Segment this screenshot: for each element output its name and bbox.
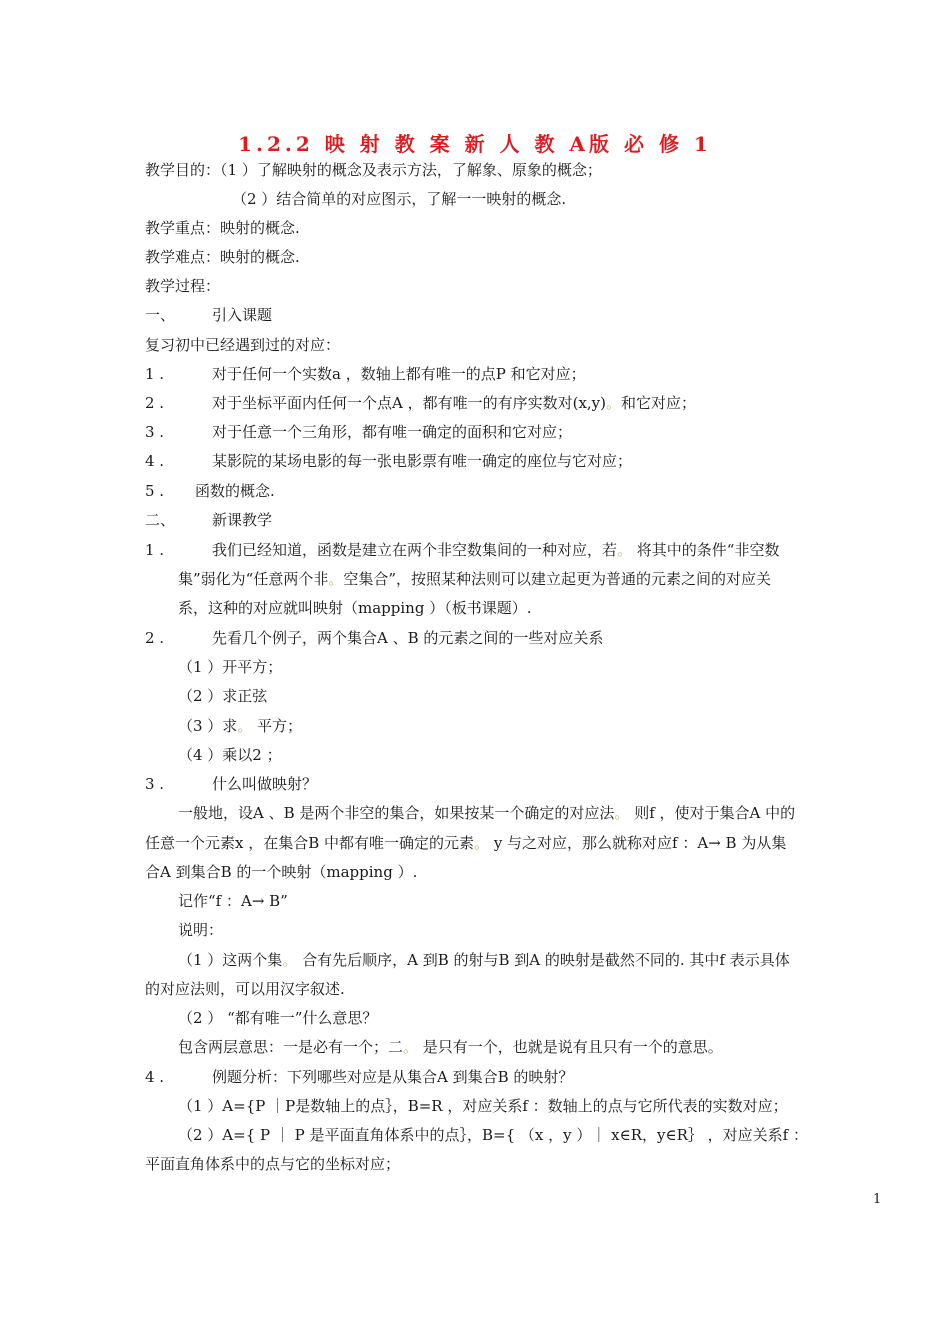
item-number: 4 . xyxy=(145,452,165,470)
section-1-heading xyxy=(145,305,880,325)
item-text: （1 ）这两个集 xyxy=(178,951,283,969)
dot-mark: 。 xyxy=(237,717,253,735)
item-text: 例题分析：下列哪些对应是从集合A 到集合B 的映射？ xyxy=(212,1068,574,1086)
example-operation-4: （4 ）乘以2 ； xyxy=(178,746,282,764)
item-text-continued: 则f ，使对于集合A 中的 xyxy=(629,804,796,822)
item-text: 对于任何一个实数a ，数轴上都有唯一的点P 和它对应； xyxy=(212,365,586,383)
item-text: 对于任意一个三角形，都有唯一确定的面积和它对应； xyxy=(212,423,573,441)
item-text: （3 ）求 xyxy=(178,717,238,735)
example-operation-3 xyxy=(178,716,913,736)
goal-2: （2 ）结合简单的对应图示，了解一一映射的概念. xyxy=(232,190,567,208)
example-operation-1: （1 ）开平方； xyxy=(178,658,283,676)
section-1-title: 引入课题 xyxy=(212,306,273,324)
item-text-continued: 空集合”，按照某种法则可以建立起更为普通的元素之间的对应关 xyxy=(343,570,772,588)
review-item-1 xyxy=(145,364,880,384)
document-title: 1.2.2 映 射 教 案 新 人 教 A版 必 修 1 xyxy=(238,132,712,156)
new-lesson-1-line-1 xyxy=(145,540,880,560)
new-lesson-1-line-3: 系，这种的对应就叫映射（mapping ）（板书课题）. xyxy=(178,599,532,617)
example-2-line-2: 平面直角体系中的点与它的坐标对应； xyxy=(145,1155,401,1173)
item-text: 一般地，设A 、B 是两个非空的集合，如果按某一个确定的对应法 xyxy=(178,804,615,822)
item-text: 任意一个元素x ，在集合B 中都有唯一确定的元素 xyxy=(145,834,475,852)
item-number: 1 . xyxy=(145,541,165,559)
item-number: 3 . xyxy=(145,775,165,793)
item-text: 我们已经知道，函数是建立在两个非空数集间的一种对应，若 xyxy=(212,541,618,559)
item-number: 2 . xyxy=(145,394,165,412)
item-text: 集”弱化为“任意两个非 xyxy=(178,570,329,588)
dot-mark: 。 xyxy=(617,541,633,559)
item-text: 函数的概念. xyxy=(195,482,275,500)
explanation-1-line-2: 的对应法则，可以用汉字叙述. xyxy=(145,980,345,998)
item-number: 4 . xyxy=(145,1068,165,1086)
item-text: 什么叫做映射？ xyxy=(212,775,318,793)
review-item-5 xyxy=(145,481,880,501)
section-1-number: 一、 xyxy=(145,306,176,324)
dot-mark: 。 xyxy=(474,834,490,852)
definition-line-1 xyxy=(178,803,913,823)
goals-line-1 xyxy=(145,160,880,180)
item-text: 对于坐标平面内任何一个点A ，都有唯一的有序实数对(x,y) xyxy=(212,394,607,412)
item-text-continued: y 与之对应，那么就称对应f ：A→ B 为从集 xyxy=(489,834,787,852)
item-number: 5 . xyxy=(145,482,165,500)
goal-1: （1 ）了解映射的概念及表示方法，了解象、原象的概念； xyxy=(220,161,602,179)
item-text-continued: 合有先后顺序，A 到B 的射与B 到A 的映射是截然不同的. 其中f 表示具体 xyxy=(297,951,790,969)
dot-mark: 。 xyxy=(614,804,630,822)
example-2-line-1: （2 ）A={ P ｜ P 是平面直角体系中的点｝，B={ （x ，y ）｜ x∈R，y∈R｝ ，对应关系f ： xyxy=(178,1126,808,1144)
notation: 记作“f ：A→ B” xyxy=(178,892,288,910)
new-lesson-2 xyxy=(145,628,880,648)
dot-mark: 。 xyxy=(403,1038,419,1056)
review-intro: 复习初中已经遇到过的对应： xyxy=(145,336,341,354)
item-text-continued: 和它对应； xyxy=(621,394,697,412)
goals-label: 教学目的： xyxy=(145,161,221,179)
dot-mark: 。 xyxy=(328,570,344,588)
review-item-2 xyxy=(145,393,880,413)
item-number: 3 . xyxy=(145,423,165,441)
item-number: 1 . xyxy=(145,365,165,383)
definition-line-3: 合A 到集合B 的一个映射（mapping ）. xyxy=(145,863,418,881)
item-text: 包含两层意思：一是必有一个；二 xyxy=(178,1038,404,1056)
explanation-3 xyxy=(178,1037,913,1057)
new-lesson-3 xyxy=(145,774,880,794)
explanation-heading: 说明： xyxy=(178,921,224,939)
key-point: 教学重点：映射的概念. xyxy=(145,219,300,237)
item-text-continued: 是只有一个，也就是说有且只有一个的意思。 xyxy=(418,1038,723,1056)
item-text-continued: 将其中的条件“非空数 xyxy=(632,541,780,559)
process-heading: 教学过程： xyxy=(145,277,221,295)
explanation-2: （2 ） “都有唯一”什么意思？ xyxy=(178,1009,378,1027)
item-text: 某影院的某场电影的每一张电影票有唯一确定的座位与它对应； xyxy=(212,452,633,470)
dot-mark: 。 xyxy=(606,394,622,412)
item-text: 先看几个例子，两个集合A 、B 的元素之间的一些对应关系 xyxy=(212,629,604,647)
example-1: （1 ）A={P ｜P是数轴上的点｝，B=R ，对应关系f ：数轴上的点与它所代表的实数对应； xyxy=(178,1097,788,1115)
example-operation-2: （2 ）求正弦 xyxy=(178,687,268,705)
dot-mark: 。 xyxy=(282,951,298,969)
section-2-heading xyxy=(145,510,880,530)
item-number: 2 . xyxy=(145,629,165,647)
explanation-1-line-1 xyxy=(178,950,913,970)
new-lesson-4 xyxy=(145,1067,880,1087)
review-item-4 xyxy=(145,451,880,471)
review-item-3 xyxy=(145,422,880,442)
difficulty: 教学难点：映射的概念. xyxy=(145,248,300,266)
new-lesson-1-line-2 xyxy=(178,569,913,589)
section-2-number: 二、 xyxy=(145,511,176,529)
page-number: 1 xyxy=(873,1192,882,1207)
item-text-continued: 平方； xyxy=(252,717,303,735)
definition-line-2 xyxy=(145,833,880,853)
section-2-title: 新课教学 xyxy=(212,511,273,529)
